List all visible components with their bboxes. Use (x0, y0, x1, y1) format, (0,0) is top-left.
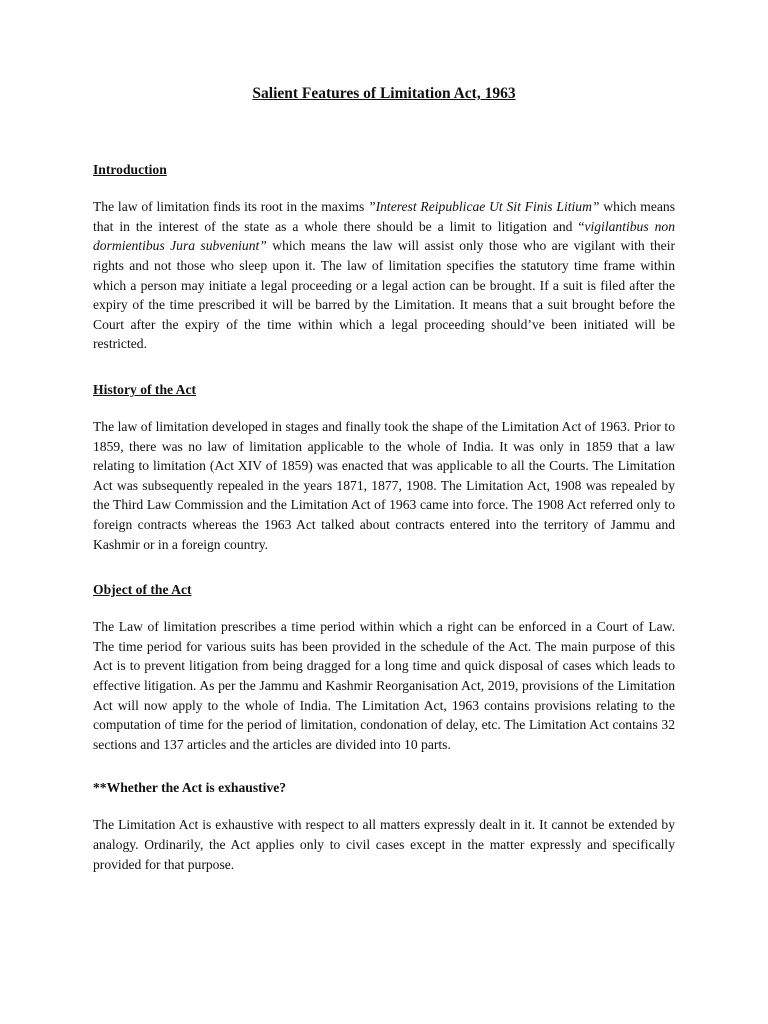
section-heading-exhaustive: **Whether the Act is exhaustive? (93, 780, 287, 796)
document-title: Salient Features of Limitation Act, 1963 (252, 85, 516, 102)
intro-maxim-2: vigilantibus non dormientibus Jura subveniunt” (93, 218, 675, 254)
section-paragraph-history: The law of limitation developed in stages and finally took the shape of the Limitation Act of 1963. Prior to 1859, there was no law of limitation applicable to the whole of India. It was only in 1859 that a law relating to limitation (Act XIV of 1859) was enacted that was applicable to all the Courts. The Limitation Act was subsequently repealed in the years 1871, 1877, 1908. The Limitation Act, 1908 was repealed by the Third Law Commission and the Limitation Act of 1963 came into force. The 1908 Act referred only to foreign contracts whereas the 1963 Act talked about contracts entered into the territory of Jammu and Kashmir or in a foreign country. (93, 418, 675, 552)
intro-maxim-1: ”Interest Reipublicae Ut Sit Finis Litium” (368, 199, 600, 215)
section-heading-object: Object of the Act (93, 582, 192, 598)
section-paragraph-object: The Law of limitation prescribes a time period within which a right can be enforced in a Court of Law. The time period for various suits has been provided in the schedule of the Act. The main purpose of this Act is to prevent litigation from being dragged for a long time and quick disposal of cases which leads to effective litigation. As per the Jammu and Kashmir Reorganisation Act, 2019, provisions of the Limitation Act will now apply to the whole of India. The Limitation Act, 1963 contains provisions relating to the computation of time for the period of limitation, condonation of delay, etc. The Limitation Act contains 32 sections and 137 articles and the articles are divided into 10 parts. (93, 619, 675, 752)
intro-text-part2: which means that in the interest of the state as a whole there should be a limit to litigation and “ (93, 199, 675, 234)
section-heading-introduction: Introduction (93, 162, 167, 178)
section-paragraph-exhaustive: The Limitation Act is exhaustive with respect to all matters expressly dealt in it. It cannot be extended by analogy. Ordinarily, the Act applies only to civil cases except in the matter expressly and specifically provided for that purpose. (93, 817, 675, 872)
intro-text-part1: The law of limitation finds its root in the maxims (93, 199, 369, 215)
intro-text-part3: which means the law will assist only those who are vigilant with their rights and not those who sleep upon it. The law of limitation specifies the statutory time frame within which a person may initiate a legal proceeding or a legal action can be brought. If a suit is filed after the expiry of the time prescribed it will be barred by the Limitation. It means that a suit brought before the Court after the expiry of the time within which a legal proceeding should’ve been initiated will be restricted. (93, 238, 675, 352)
section-paragraph-introduction (93, 197, 675, 354)
section-heading-history: History of the Act (93, 381, 197, 397)
